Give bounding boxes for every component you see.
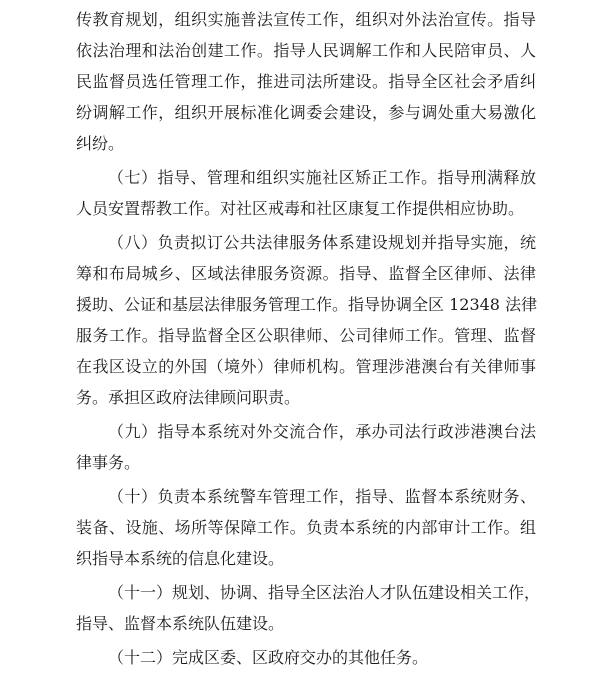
text-line: （十二）完成区委、区政府交办的其他任务。	[108, 648, 429, 667]
paragraph-6-continued	[76, 4, 536, 159]
text-line: 民监督员选任管理工作，推进司法所建设。指导全区社会矛盾纠	[76, 72, 536, 91]
text-line: 援助、公证和基层法律服务管理工作。指导协调全区 12348 法律	[76, 295, 538, 314]
text-line: 务。承担区政府法律顾问职责。	[76, 388, 301, 407]
paragraph-9	[76, 416, 536, 478]
text-line: 依法治理和法治创建工作。指导人民调解工作和人民陪审员、人	[76, 41, 536, 60]
text-line: 织指导本系统的信息化建设。	[76, 549, 285, 568]
text-line: （七）指导、管理和组织实施社区矫正工作。指导刑满释放	[108, 168, 536, 187]
paragraph-7	[76, 162, 536, 224]
text-line: （十一）规划、协调、指导全区法治人才队伍建设相关工作，	[108, 583, 541, 602]
text-line: 纠纷。	[76, 134, 125, 153]
text-line: （九）指导本系统对外交流合作，承办司法行政涉港澳台法	[108, 422, 536, 441]
document-body	[76, 4, 541, 673]
text-line: 律事务。	[76, 453, 141, 472]
paragraph-11	[76, 577, 541, 639]
text-line: （八）负责拟订公共法律服务体系建设规划并指导实施，统	[108, 233, 536, 252]
text-line: 筹和布局城乡、区域法律服务资源。指导、监督全区律师、法律	[76, 264, 536, 283]
text-line: 人员安置帮教工作。对社区戒毒和社区康复工作提供相应协助。	[76, 199, 525, 218]
text-line: 纷调解工作，组织开展标准化调委会建设，参与调处重大易激化	[76, 103, 536, 122]
text-line: （十）负责本系统警车管理工作，指导、监督本系统财务、	[108, 487, 536, 506]
text-line: 服务工作。指导监督全区公职律师、公司律师工作。管理、监督	[76, 326, 536, 345]
paragraph-8	[76, 227, 536, 413]
paragraph-10	[76, 481, 536, 574]
text-line: 在我区设立的外国（境外）律师机构。管理涉港澳台有关律师事	[76, 357, 536, 376]
paragraph-12	[76, 642, 536, 673]
text-line: 指导、监督本系统队伍建设。	[76, 614, 285, 633]
text-line: 装备、设施、场所等保障工作。负责本系统的内部审计工作。组	[76, 518, 536, 537]
text-line: 传教育规划，组织实施普法宣传工作，组织对外法治宣传。指导	[76, 10, 536, 29]
